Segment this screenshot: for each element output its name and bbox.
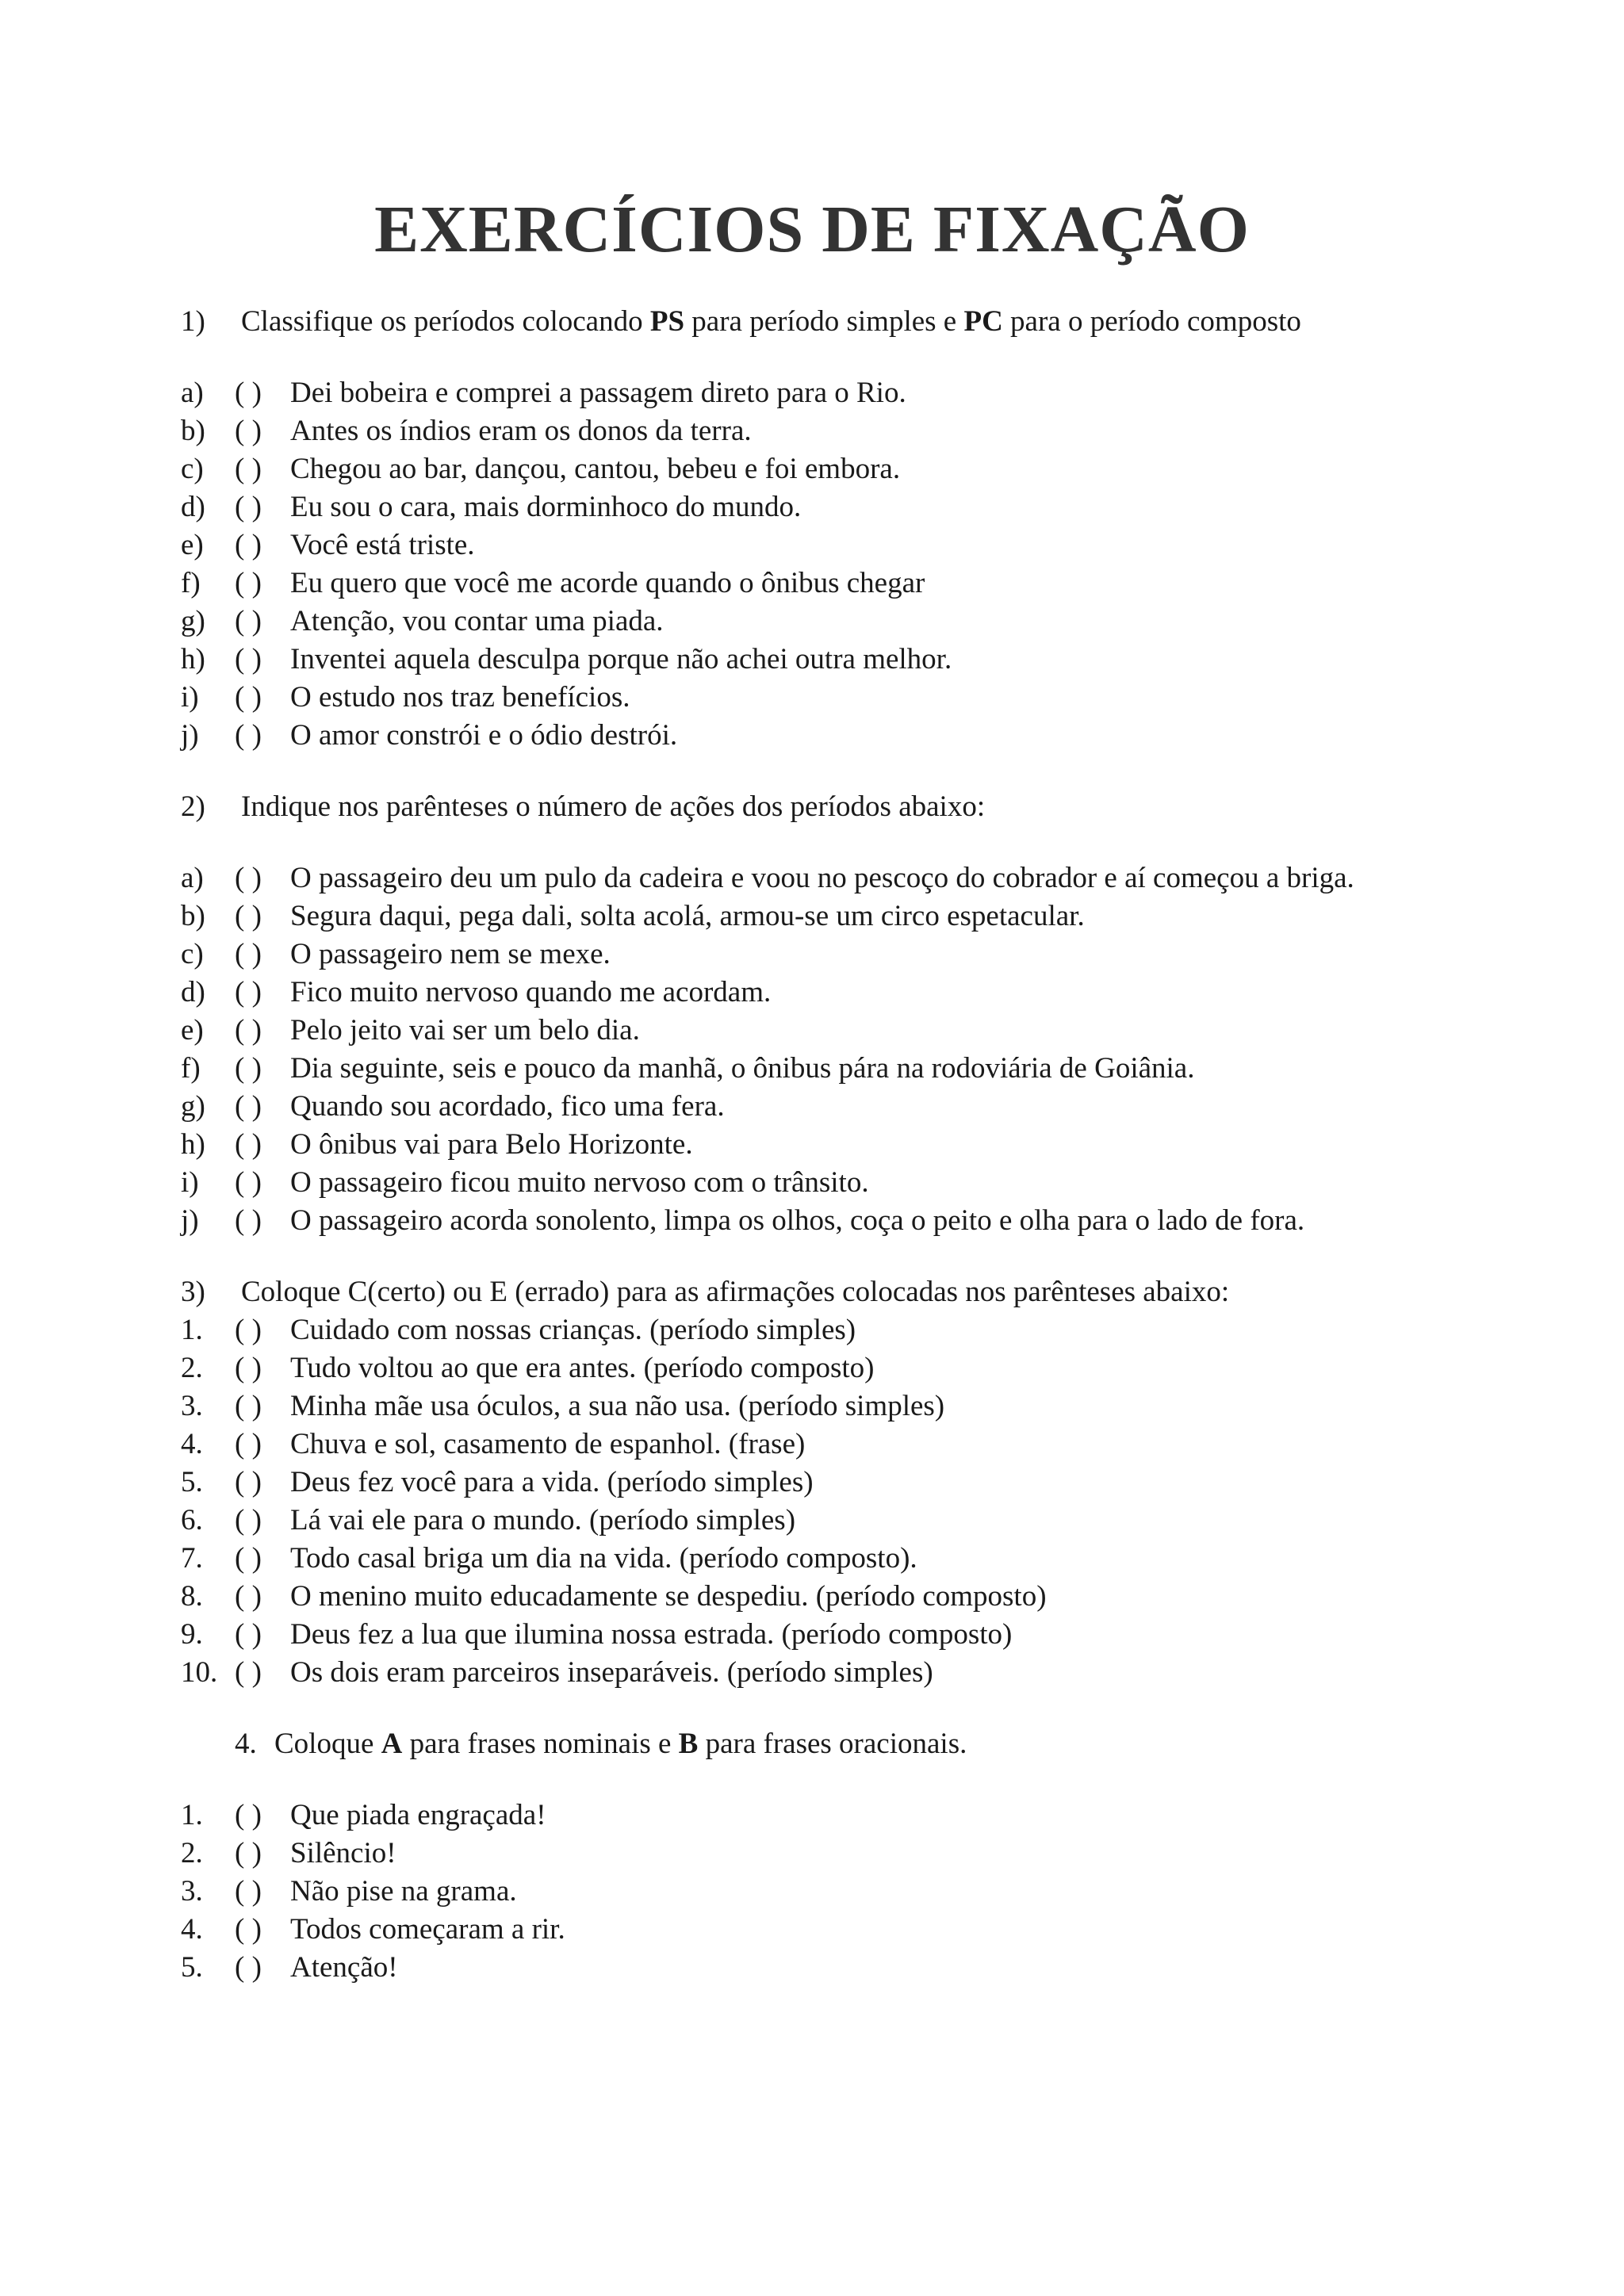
list-item xyxy=(181,1387,1418,1425)
item-text: Deus fez a lua que ilumina nossa estrada. (período composto) xyxy=(290,1618,1013,1651)
answer-blank[interactable]: ( ) xyxy=(235,719,262,752)
question-3-items xyxy=(181,1311,1418,1692)
list-item xyxy=(181,1088,1418,1126)
item-marker: 5. xyxy=(181,1951,203,1984)
list-item xyxy=(181,936,1418,974)
item-marker: 5. xyxy=(181,1466,203,1498)
item-text: Segura daqui, pega dali, solta acolá, armou-se um circo espetacular. xyxy=(290,900,1085,932)
item-text: Que piada engraçada! xyxy=(290,1799,546,1831)
item-text: Deus fez você para a vida. (período simples) xyxy=(290,1466,814,1498)
item-marker: g) xyxy=(181,1090,205,1123)
item-text: Chegou ao bar, dançou, cantou, bebeu e foi embora. xyxy=(290,453,901,485)
answer-blank[interactable]: ( ) xyxy=(235,1428,262,1460)
item-text: O menino muito educadamente se despediu. (período composto) xyxy=(290,1580,1047,1613)
answer-blank[interactable]: ( ) xyxy=(235,1504,262,1536)
item-marker: 2. xyxy=(181,1352,203,1384)
list-item xyxy=(181,1349,1418,1387)
item-marker: 10. xyxy=(181,1656,218,1689)
list-item xyxy=(181,1835,1418,1873)
item-text: O passageiro ficou muito nervoso com o trânsito. xyxy=(290,1166,869,1199)
question-text: Coloque C(certo) ou E (errado) para as afirmações colocadas nos parênteses abaixo: xyxy=(241,1276,1230,1308)
list-item xyxy=(181,1911,1418,1949)
item-text: Eu quero que você me acorde quando o ônibus chegar xyxy=(290,567,925,599)
item-marker: b) xyxy=(181,415,205,447)
item-marker: g) xyxy=(181,605,205,637)
list-item xyxy=(181,412,1418,450)
list-item xyxy=(181,374,1418,412)
answer-blank[interactable]: ( ) xyxy=(235,1014,262,1047)
item-text: Quando sou acordado, fico uma fera. xyxy=(290,1090,725,1123)
item-marker: 8. xyxy=(181,1580,203,1613)
answer-blank[interactable]: ( ) xyxy=(235,1618,262,1651)
item-marker: c) xyxy=(181,453,204,485)
list-item xyxy=(181,679,1418,717)
item-marker: j) xyxy=(181,1204,199,1237)
question-text: Indique nos parênteses o número de ações dos períodos abaixo: xyxy=(241,790,986,823)
item-marker: 1. xyxy=(181,1799,203,1831)
item-text: O amor constrói e o ódio destrói. xyxy=(290,719,678,752)
item-text: Pelo jeito vai ser um belo dia. xyxy=(290,1014,640,1047)
answer-blank[interactable]: ( ) xyxy=(235,1052,262,1085)
answer-blank[interactable]: ( ) xyxy=(235,415,262,447)
list-item xyxy=(181,641,1418,679)
item-marker: h) xyxy=(181,643,205,675)
question-4-items xyxy=(181,1797,1418,1987)
list-item xyxy=(181,974,1418,1012)
item-marker: 9. xyxy=(181,1618,203,1651)
item-text: Silêncio! xyxy=(290,1837,396,1869)
item-marker: a) xyxy=(181,862,204,894)
item-text: Atenção, vou contar uma piada. xyxy=(290,605,664,637)
item-marker: 2. xyxy=(181,1837,203,1869)
item-marker: 7. xyxy=(181,1542,203,1575)
item-text: O passageiro nem se mexe. xyxy=(290,938,611,970)
item-marker: 3. xyxy=(181,1875,203,1908)
list-item xyxy=(181,717,1418,755)
item-text: O estudo nos traz benefícios. xyxy=(290,681,630,714)
list-item xyxy=(181,1654,1418,1692)
question-1 xyxy=(181,303,1418,341)
item-text: Antes os índios eram os donos da terra. xyxy=(290,415,752,447)
answer-blank[interactable]: ( ) xyxy=(235,1128,262,1161)
list-item xyxy=(181,488,1418,526)
answer-blank[interactable]: ( ) xyxy=(235,529,262,561)
list-item xyxy=(181,1126,1418,1164)
question-text: Coloque A para frases nominais e B para frases oracionais. xyxy=(274,1728,967,1760)
list-item xyxy=(181,1578,1418,1616)
item-text: Minha mãe usa óculos, a sua não usa. (período simples) xyxy=(290,1390,945,1422)
answer-blank[interactable]: ( ) xyxy=(235,1951,262,1984)
answer-blank[interactable]: ( ) xyxy=(235,453,262,485)
list-item xyxy=(181,603,1418,641)
answer-blank[interactable]: ( ) xyxy=(235,1580,262,1613)
item-marker: 4. xyxy=(181,1428,203,1460)
list-item xyxy=(181,1164,1418,1202)
question-1-items xyxy=(181,374,1418,755)
answer-blank[interactable]: ( ) xyxy=(235,643,262,675)
item-text: Chuva e sol, casamento de espanhol. (frase) xyxy=(290,1428,806,1460)
answer-blank[interactable]: ( ) xyxy=(235,1352,262,1384)
answer-blank[interactable]: ( ) xyxy=(235,1913,262,1946)
item-marker: d) xyxy=(181,491,205,523)
item-marker: i) xyxy=(181,681,199,714)
exercise-content xyxy=(181,303,1418,1987)
item-text: Eu sou o cara, mais dorminhoco do mundo. xyxy=(290,491,802,523)
answer-blank[interactable]: ( ) xyxy=(235,1837,262,1869)
answer-blank[interactable]: ( ) xyxy=(235,1799,262,1831)
item-marker: e) xyxy=(181,529,204,561)
item-marker: 4. xyxy=(181,1913,203,1946)
question-2 xyxy=(181,788,1418,826)
item-text: O passageiro deu um pulo da cadeira e voou no pescoço do cobrador e aí começou a briga. xyxy=(290,862,1354,894)
item-marker: i) xyxy=(181,1166,199,1199)
list-item xyxy=(181,1425,1418,1464)
question-number: 3) xyxy=(181,1276,205,1308)
item-text: Não pise na grama. xyxy=(290,1875,517,1908)
list-item xyxy=(181,1797,1418,1835)
page-title: EXERCÍCIOS DE FIXAÇÃO xyxy=(374,193,1250,266)
item-text: Inventei aquela desculpa porque não achei outra melhor. xyxy=(290,643,952,675)
answer-blank[interactable]: ( ) xyxy=(235,1390,262,1422)
item-text: Todo casal briga um dia na vida. (período composto). xyxy=(290,1542,917,1575)
answer-blank[interactable]: ( ) xyxy=(235,1656,262,1689)
question-text: Classifique os períodos colocando PS para período simples e PC para o período composto xyxy=(241,305,1301,338)
list-item xyxy=(181,526,1418,564)
item-text: Todos começaram a rir. xyxy=(290,1913,565,1946)
item-marker: 1. xyxy=(181,1314,203,1346)
list-item xyxy=(181,1050,1418,1088)
answer-blank[interactable]: ( ) xyxy=(235,938,262,970)
item-text: O ônibus vai para Belo Horizonte. xyxy=(290,1128,693,1161)
answer-blank[interactable]: ( ) xyxy=(235,1166,262,1199)
question-number: 1) xyxy=(181,305,205,338)
item-text: Atenção! xyxy=(290,1951,398,1984)
list-item xyxy=(181,564,1418,603)
item-marker: 3. xyxy=(181,1390,203,1422)
list-item xyxy=(181,897,1418,936)
question-2-items xyxy=(181,859,1418,1240)
item-marker: f) xyxy=(181,567,201,599)
item-text: O passageiro acorda sonolento, limpa os olhos, coça o peito e olha para o lado de fora. xyxy=(290,1204,1305,1237)
item-marker: c) xyxy=(181,938,204,970)
question-3 xyxy=(181,1273,1418,1311)
item-marker: e) xyxy=(181,1014,204,1047)
question-4 xyxy=(181,1725,1418,1763)
list-item xyxy=(181,1502,1418,1540)
list-item xyxy=(181,1616,1418,1654)
answer-blank[interactable]: ( ) xyxy=(235,900,262,932)
item-marker: 6. xyxy=(181,1504,203,1536)
list-item xyxy=(181,1012,1418,1050)
answer-blank[interactable]: ( ) xyxy=(235,976,262,1008)
item-marker: a) xyxy=(181,377,204,409)
question-number: 4. xyxy=(235,1728,257,1760)
answer-blank[interactable]: ( ) xyxy=(235,1466,262,1498)
item-marker: d) xyxy=(181,976,205,1008)
list-item xyxy=(181,1202,1418,1240)
answer-blank[interactable]: ( ) xyxy=(235,605,262,637)
answer-blank[interactable]: ( ) xyxy=(235,1314,262,1346)
answer-blank[interactable]: ( ) xyxy=(235,681,262,714)
list-item xyxy=(181,1540,1418,1578)
answer-blank[interactable]: ( ) xyxy=(235,862,262,894)
item-text: Lá vai ele para o mundo. (período simples) xyxy=(290,1504,796,1536)
list-item xyxy=(181,1311,1418,1349)
answer-blank[interactable]: ( ) xyxy=(235,1542,262,1575)
question-number: 2) xyxy=(181,790,205,823)
item-marker: b) xyxy=(181,900,205,932)
item-text: Você está triste. xyxy=(290,529,475,561)
list-item xyxy=(181,1873,1418,1911)
answer-blank[interactable]: ( ) xyxy=(235,491,262,523)
list-item xyxy=(181,859,1418,897)
item-text: Dei bobeira e comprei a passagem direto para o Rio. xyxy=(290,377,906,409)
answer-blank[interactable]: ( ) xyxy=(235,1204,262,1237)
item-text: Tudo voltou ao que era antes. (período composto) xyxy=(290,1352,875,1384)
answer-blank[interactable]: ( ) xyxy=(235,377,262,409)
item-marker: f) xyxy=(181,1052,201,1085)
item-text: Fico muito nervoso quando me acordam. xyxy=(290,976,772,1008)
list-item xyxy=(181,1949,1418,1987)
list-item xyxy=(181,450,1418,488)
item-marker: h) xyxy=(181,1128,205,1161)
answer-blank[interactable]: ( ) xyxy=(235,1875,262,1908)
answer-blank[interactable]: ( ) xyxy=(235,567,262,599)
item-text: Cuidado com nossas crianças. (período simples) xyxy=(290,1314,856,1346)
answer-blank[interactable]: ( ) xyxy=(235,1090,262,1123)
item-text: Dia seguinte, seis e pouco da manhã, o ônibus pára na rodoviária de Goiânia. xyxy=(290,1052,1195,1085)
item-text: Os dois eram parceiros inseparáveis. (período simples) xyxy=(290,1656,933,1689)
item-marker: j) xyxy=(181,719,199,752)
list-item xyxy=(181,1464,1418,1502)
